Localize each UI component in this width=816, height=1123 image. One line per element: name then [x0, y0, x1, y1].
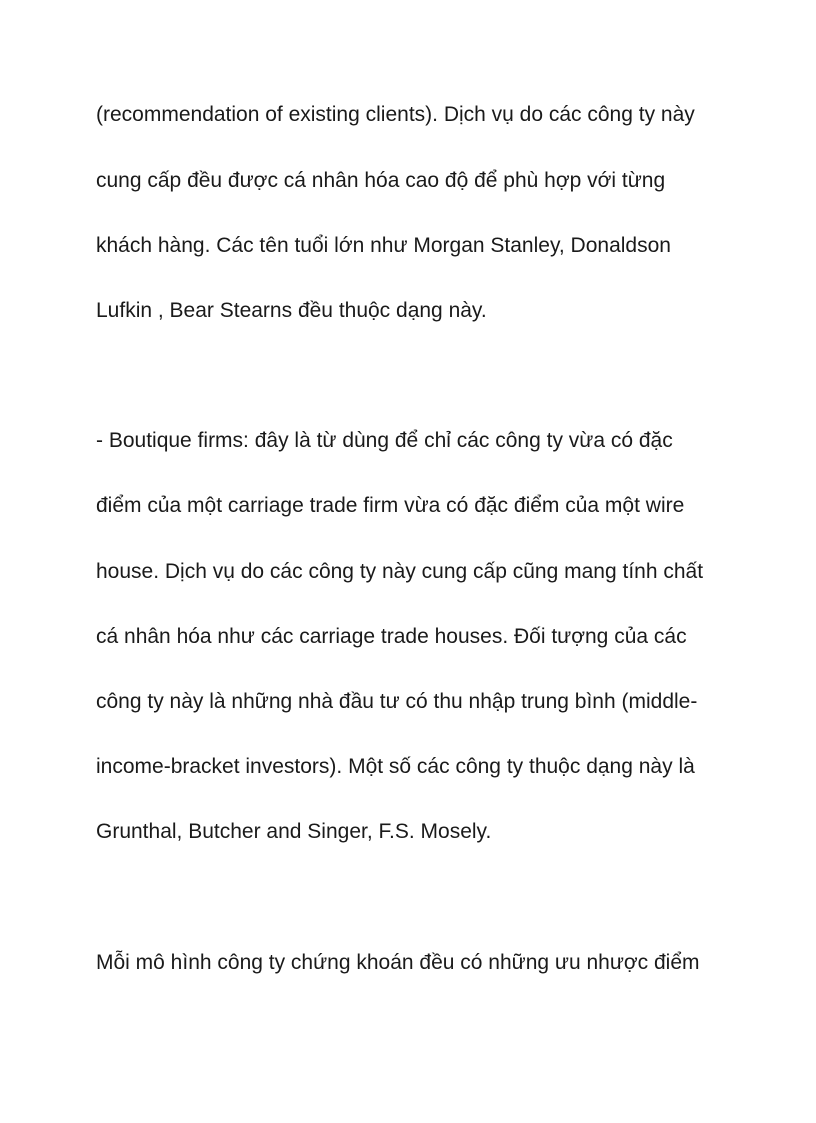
- paragraph-1-line-2: cung cấp đều được cá nhân hóa cao độ để phù hợp với từng: [96, 169, 666, 192]
- paragraph-2-line-5: công ty này là những nhà đầu tư có thu nhập trung bình (middle-: [96, 690, 698, 713]
- paragraph-2-line-3: house. Dịch vụ do các công ty này cung cấp cũng mang tính chất: [96, 560, 704, 583]
- paragraph-2-line-4: cá nhân hóa như các carriage trade houses. Đối tượng của các: [96, 625, 687, 648]
- paragraph-1-line-4: Lufkin , Bear Stearns đều thuộc dạng này.: [96, 299, 487, 322]
- paragraph-2-line-1: - Boutique firms: đây là từ dùng để chỉ các công ty vừa có đặc: [96, 429, 673, 452]
- paragraph-1-line-3: khách hàng. Các tên tuổi lớn như Morgan Stanley, Donaldson: [96, 234, 671, 257]
- paragraph-2-line-6: income-bracket investors). Một số các công ty thuộc dạng này là: [96, 755, 695, 778]
- paragraph-3-line-1: Mỗi mô hình công ty chứng khoán đều có những ưu nhược điểm: [96, 951, 700, 974]
- paragraph-2-line-7: Grunthal, Butcher and Singer, F.S. Mosely.: [96, 820, 492, 843]
- paragraph-1-line-1: (recommendation of existing clients). Dịch vụ do các công ty này: [96, 103, 695, 126]
- paragraph-2-line-2: điểm của một carriage trade firm vừa có đặc điểm của một wire: [96, 494, 685, 517]
